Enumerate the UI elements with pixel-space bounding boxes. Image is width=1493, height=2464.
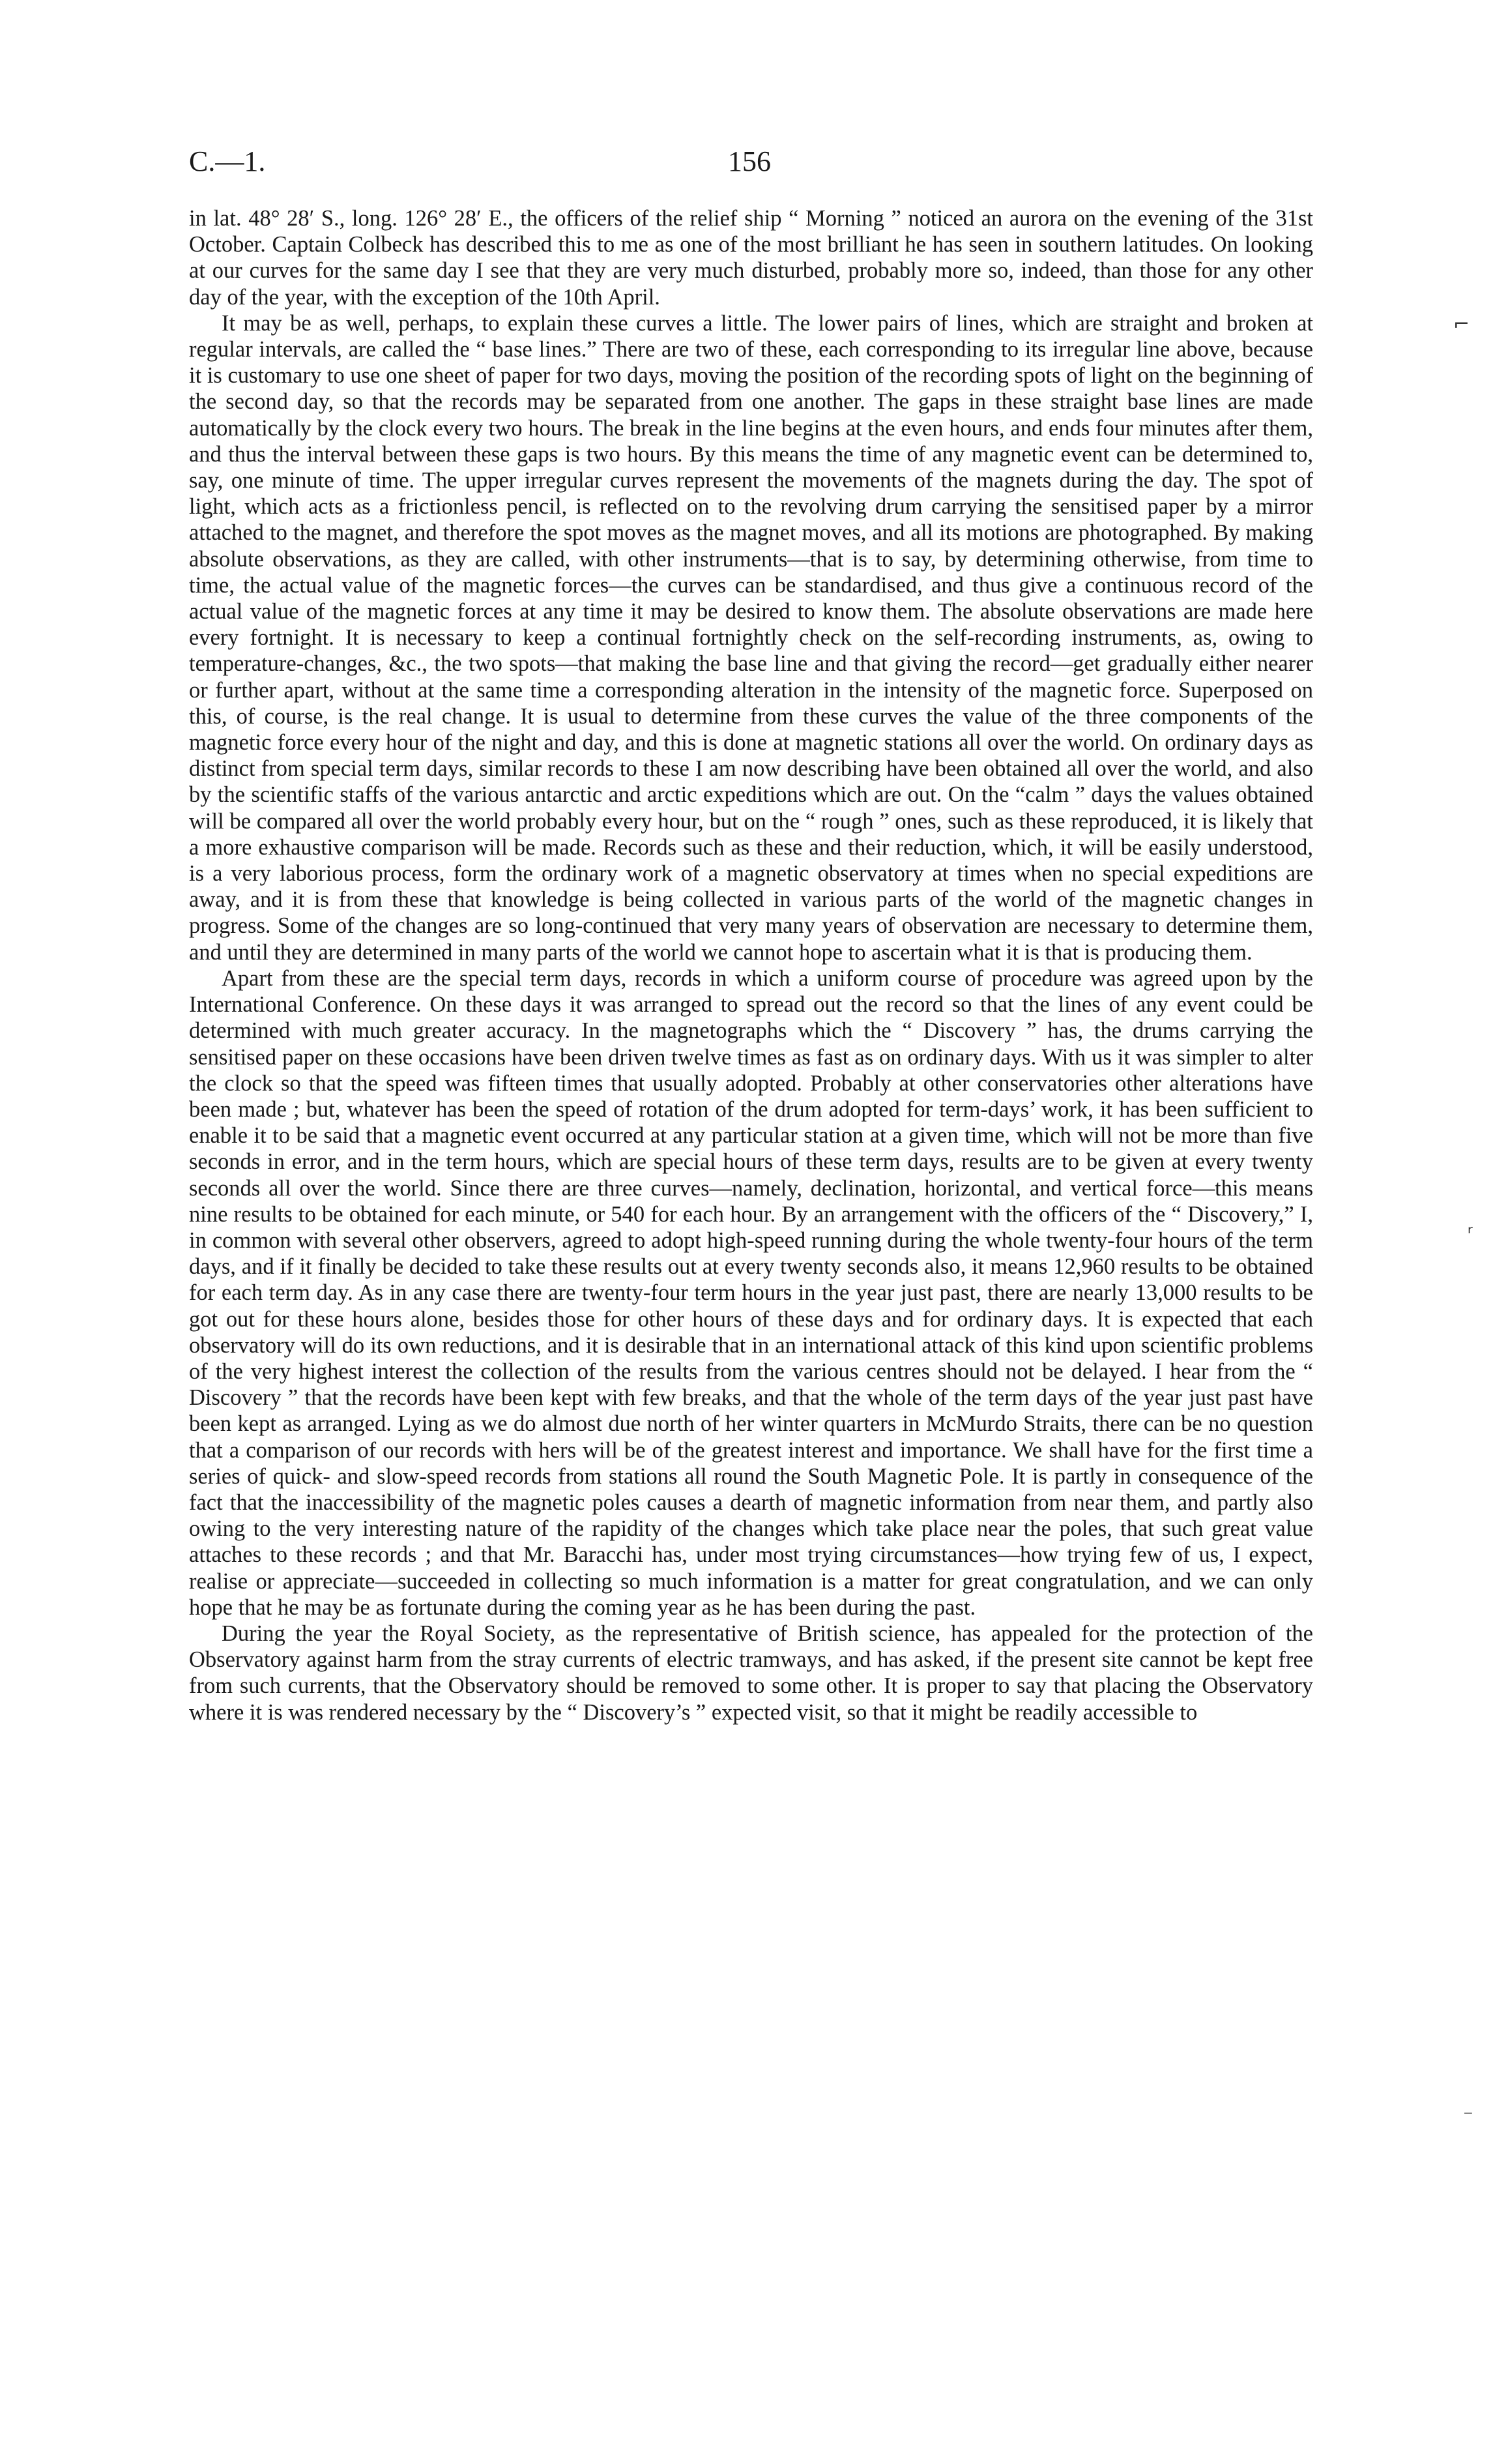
paragraph-aurora: in lat. 48° 28′ S., long. 126° 28′ E., the officers of the relief ship “ Morning ” noticed an aurora on the evening of the 31st October. Captain Colbeck has described this to me as one of the most brilliant he has seen in southern latitudes. On looking at our curves for the same day I see that they are very much disturbed, probably more so, indeed, than those for any other day of the year, with the exception of the 10th April. <box>189 206 1313 310</box>
paragraph-royal-society: During the year the Royal Society, as the representative of British science, has appealed for the protection of the Observatory against harm from the stray currents of electric tramways, and has asked, if the present site cannot be kept free from such currents, that the Observatory should be removed to some other. It is proper to say that placing the Observatory where it is was rendered necessary by the “ Discovery’s ” expected visit, so that it might be readily accessible to <box>189 1621 1313 1725</box>
page-header <box>189 145 1310 184</box>
margin-mark-icon: ʳ <box>1468 1222 1473 1245</box>
page-number: 156 <box>728 145 771 177</box>
paragraph-term-days: Apart from these are the special term days, records in which a uniform course of procedure was agreed upon by the International Conference. On these days it was arranged to spread out the record so that the lines of any event could be determined with much greater accuracy. In the magnetographs which the “ Discovery ” has, the drums carrying the sensitised paper on these occasions have been driven twelve times as fast as on ordinary days. With us it was simpler to alter the clock so that the speed was fifteen times that usually adopted. Probably at other conservatories other alterations have been made ; but, whatever has been the speed of rotation of the drum adopted for term-days’ work, it has been sufficient to enable it to be said that a magnetic event occurred at any particular station at a given time, which will not be more than five seconds in error, and in the term hours, which are special hours of these term days, results are to be given at every twenty seconds all over the world. Since there are three curves—namely, declination, horizontal, and vertical force—this means nine results to be obtained for each minute, or 540 for each hour. By an arrangement with the officers of the “ Discovery,” I, in common with several other observers, agreed to adopt high-speed running during the whole twenty-four hours of the term days, and if it finally be decided to take these results out at every twenty seconds also, it means 12,960 results to be obtained for each term day. As in any case there are twenty-four term hours in the year just past, there are nearly 13,000 results to be got out for these hours alone, besides those for other hours of these days and for ordinary days. It is expected that each observatory will do its own reductions, and it is desirable that in an international attack of this kind upon scientific problems of the very highest interest the collection of the results from the various centres should not be delayed. I hear from the “ Discovery ” that the records have been kept with few breaks, and that the whole of the term days of the year just past have been kept as arranged. Lying as we do almost due north of her winter quarters in McMurdo Straits, there can be no question that a comparison of our records with hers will be of the greatest interest and importance. We shall have for the first time a series of quick- and slow-speed records from stations all round the South Magnetic Pole. It is partly in consequence of the fact that the inaccessibility of the magnetic poles causes a dearth of magnetic information from near them, and partly also owing to the very interesting nature of the rapidity of the changes which take place near the poles, that such great value attaches to these records ; and that Mr. Baracchi has, under most trying circumstances—how trying few of us, I expect, realise or appreciate—succeeded in collecting so much information is a matter for great congratulation, and we can only hope that he may be as fortunate during the coming year as he has been during the past. <box>189 965 1313 1620</box>
paragraph-curves-explanation: It may be as well, perhaps, to explain these curves a little. The lower pairs of lines, which are straight and broken at regular intervals, are called the “ base lines.” There are two of these, each corresponding to its irregular line above, because it is customary to use one sheet of paper for two days, moving the position of the recording spots of light on the beginning of the second day, so that the records may be separated from one another. The gaps in these straight base lines are made automatically by the clock every two hours. The break in the line begins at the even hours, and ends four minutes after them, and thus the interval between these gaps is two hours. By this means the time of any magnetic event can be determined to, say, one minute of time. The upper irregular curves represent the movements of the magnets during the day. The spot of light, which acts as a frictionless pencil, is reflected on to the revolving drum carrying the sensitised paper by a mirror attached to the magnet, and therefore the spot moves as the magnet moves, and all its motions are photographed. By making absolute observations, as they are called, with other instruments—that is to say, by determining otherwise, from time to time, the actual value of the magnetic forces—the curves can be standardised, and thus give a continuous record of the actual value of the magnetic forces at any time it may be desired to know them. The absolute observations are made here every fortnight. It is necessary to keep a continual fortnightly check on the self-recording instruments, as, owing to temperature-changes, &c., the two spots—that making the base line and that giving the record—get gradually either nearer or further apart, without at the same time a corresponding alteration in the intensity of the magnetic force. Superposed on this, of course, is the real change. It is usual to determine from these curves the value of the three components of the magnetic force every hour of the night and day, and this is done at magnetic stations all over the world. On ordinary days as distinct from special term days, similar records to these I am now describing have been obtained all over the world, and also by the scientific staffs of the various antarctic and arctic expeditions which are out. On the “calm ” days the values obtained will be compared all over the world probably every hour, but on the “ rough ” ones, such as these reproduced, it is likely that a more exhaustive comparison will be made. Records such as these and their reduction, which, it will be easily understood, is a very laborious process, form the ordinary work of a magnetic observatory at times when no special expeditions are away, and it is from these that knowledge is being collected in various parts of the world of the magnetic changes in progress. Some of the changes are so long-continued that very many years of observation are necessary to determine them, and until they are determined in many parts of the world we cannot hope to ascertain what it is that is producing them. <box>189 310 1313 965</box>
margin-mark-icon: ⌐ <box>1453 313 1470 336</box>
document-reference: C.—1. <box>189 145 266 177</box>
margin-mark-icon: ⁻ <box>1463 2105 1473 2128</box>
page-body <box>189 205 1313 1725</box>
